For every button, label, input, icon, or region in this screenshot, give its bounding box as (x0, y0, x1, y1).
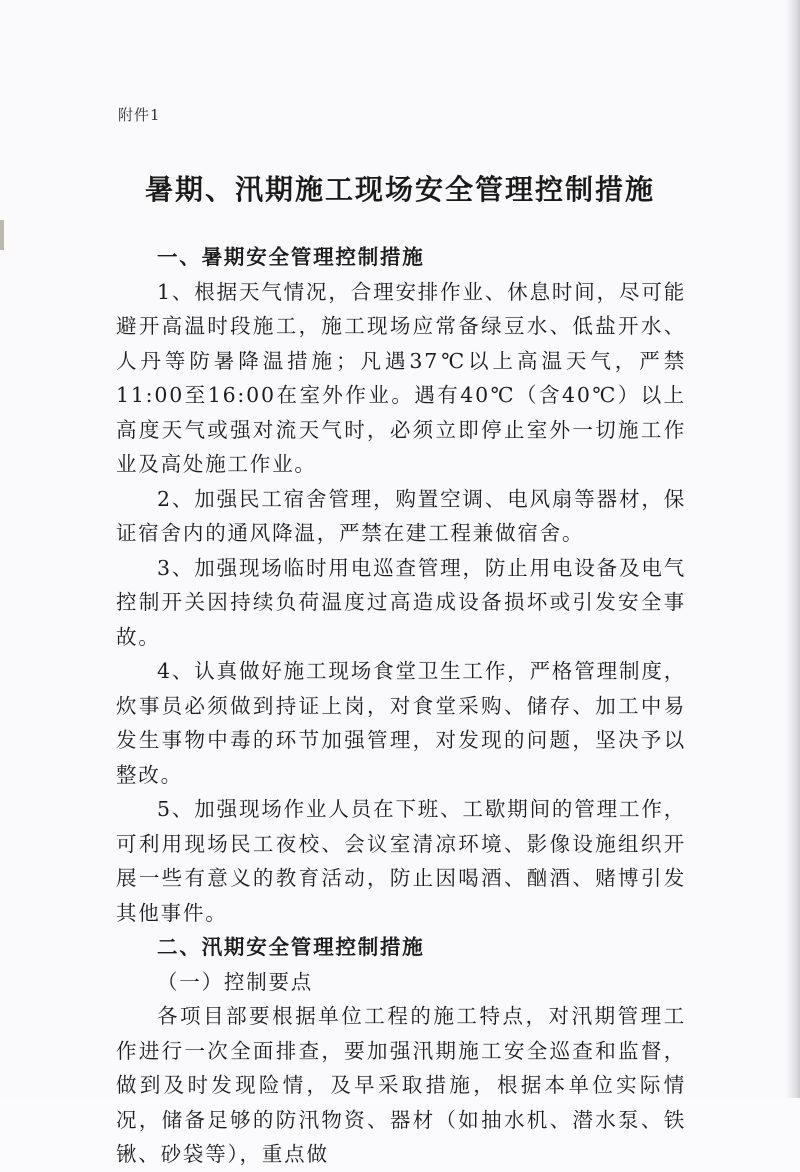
subheading-control-points: （一）控制要点 (157, 969, 314, 994)
paragraph-summer-1: 1、根据天气情况，合理安排作业、休息时间，尽可能避开高温时段施工，施工现场应常备绿豆水、低盐开水、人丹等防暑降温措施；凡遇37℃以上高温天气，严禁11:00至16:00在室外作业。遇有40℃（含40℃）以上高度天气或强对流天气时，必须立即停止室外一切施工作业及高处施工作业。 (116, 279, 686, 476)
paragraph-summer-4: 4、认真做好施工现场食堂卫生工作，严格管理制度，炊事员必须做到持证上岗，对食堂采购、储存、加工中易发生事物中毒的环节加强管理，对发现的问题，坚决予以整改。 (116, 659, 686, 787)
section-heading-flood: 二、汛期安全管理控制措施 (157, 935, 425, 959)
section-heading-summer: 一、暑期安全管理控制措施 (157, 245, 425, 269)
document-body (116, 240, 686, 1172)
paragraph-summer-5: 5、加强现场作业人员在下班、工歇期间的管理工作，可利用现场民工夜校、会议室清凉环境、影像设施组织开展一些有意义的教育活动，防止因喝酒、酗酒、赌博引发其他事件。 (116, 797, 686, 925)
scan-edge-mark (0, 220, 4, 250)
document-title: 暑期、汛期施工现场安全管理控制措施 (144, 173, 655, 206)
paragraph-summer-3: 3、加强现场临时用电巡查管理，防止用电设备及电气控制开关因持续负荷温度过高造成设备损坏或引发安全事故。 (116, 555, 686, 649)
paragraph-summer-2: 2、加强民工宿舍管理，购置空调、电风扇等器材，保证宿舍内的通风降温，严禁在建工程兼做宿舍。 (116, 486, 686, 545)
paragraph-flood-1: 各项目部要根据单位工程的施工特点，对汛期管理工作进行一次全面排查，要加强汛期施工安全巡查和监督，做到及时发现险情，及早采取措施，根据本单位实际情况，储备足够的防汛物资、器材（如抽水机、潜水泵、铁锹、砂袋等），重点做 (116, 1004, 686, 1166)
annex-label: 附件1 (118, 106, 161, 124)
page-right-edge-shadow (786, 0, 800, 1098)
